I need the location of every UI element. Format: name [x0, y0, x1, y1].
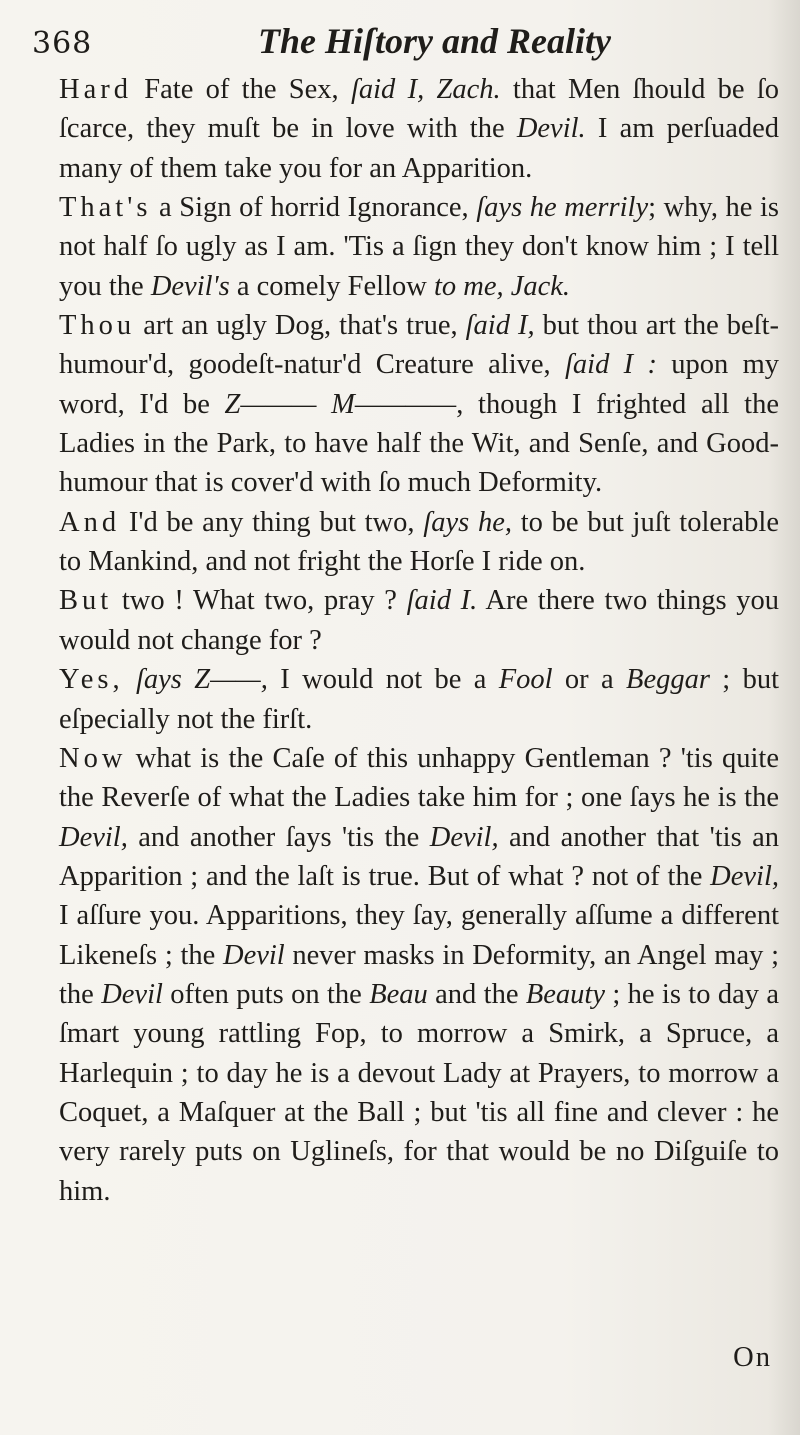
text-run: ; why, he is not half ſo ugly as I am. 'Tis a ſign they don't know him ; I tell you the — [59, 192, 780, 302]
text-run: I would not be a — [267, 664, 499, 696]
text-run: ; he is to day a ſmart young rattling Fop, to morrow a Smirk, a Spruce, a Harlequin ; to day he is a devout Lady at Prayers, to morrow a Coquet, a Maſquer at the Ball ; but 'tis all fine and clever : he very rarely puts on Uglineſs, for that would be no Diſguiſe to him. — [59, 978, 780, 1207]
paragraph — [59, 188, 779, 306]
italic-text: Devil — [101, 978, 163, 1010]
page-header — [0, 18, 800, 68]
text-run: that Men ſhould be ſo ſcarce, they muſt be in love with the — [59, 74, 779, 145]
italic-text: ſaid I : — [564, 349, 657, 381]
text-run: and another ſays 'tis the — [127, 821, 430, 853]
paragraph-lead-word: Now — [59, 742, 127, 774]
italic-text: Beauty — [525, 978, 605, 1010]
text-run: what is the Caſe of this unhappy Gentleman ? 'tis quite the Reverſe of what the Ladies take him for ; one ſays he is the — [59, 742, 779, 814]
paragraph — [59, 70, 779, 188]
text-run: and the — [427, 978, 526, 1010]
text-run: upon my word, I'd be — [59, 349, 779, 420]
paragraph — [59, 660, 779, 739]
text-run: I'd be any thing but two, — [120, 506, 424, 538]
text-run: Fate of the Sex, — [131, 74, 351, 105]
italic-text: Devil, — [710, 860, 779, 892]
italic-text: Beggar — [626, 664, 710, 696]
paragraph — [59, 581, 779, 660]
paragraph-lead-word: Hard — [59, 74, 132, 105]
text-run: I am perſuaded many of them take you for an Apparition. — [59, 113, 779, 184]
paragraph — [59, 306, 779, 503]
text-run: never masks in Deformity, an Angel may ; the — [59, 939, 779, 1010]
italic-text: Devil. — [516, 113, 586, 145]
italic-text: ſaid I. — [406, 585, 478, 617]
catchword: On — [733, 1342, 772, 1373]
paragraph — [59, 739, 779, 1211]
page-number: 368 — [32, 26, 93, 61]
text-run: art an ugly Dog, that's true, — [135, 310, 466, 342]
text-run: a Sign of horrid Ignorance, — [151, 192, 477, 224]
paragraph-lead-word: But — [59, 585, 113, 617]
italic-text: ſays he, — [423, 506, 512, 538]
running-title: The Hiſtory and Reality — [258, 21, 611, 61]
paragraph-lead-word: Thou — [59, 310, 136, 342]
text-run: , though I frighted all the Ladies in the Park, to have half the Wit, and Senſe, and Good-humour that is cover'd with ſo much Deformity. — [59, 388, 779, 499]
paragraph-lead-word: And — [59, 506, 121, 538]
italic-text: Devil, — [429, 821, 499, 853]
text-run: two ! What two, pray ? — [112, 585, 407, 617]
text-run: I aſſure you. Apparitions, they ſay, generally aſſume a different Likeneſs ; the — [59, 900, 779, 971]
text-run: often puts on the — [162, 978, 370, 1010]
italic-text: ſays Z——, — [135, 664, 268, 696]
text-run: or a — [552, 664, 627, 696]
paragraph-lead-word: Yes, — [59, 664, 124, 696]
paragraph-lead-word: That's — [59, 192, 152, 224]
italic-text: Devil, — [59, 821, 128, 853]
italic-text: Fool — [498, 664, 553, 696]
paragraph — [59, 503, 779, 582]
italic-text: ſays he merrily — [476, 192, 649, 224]
text-run: ; but eſpecially not the firſt. — [59, 664, 780, 735]
italic-text: Beau — [369, 978, 428, 1010]
text-run: a comely Fellow — [229, 270, 434, 302]
italic-text: to me, Jack. — [433, 270, 571, 302]
text-run — [124, 664, 136, 695]
text-run: Are there two things you would not change for ? — [59, 585, 780, 656]
italic-text: ſaid I, Zach. — [350, 74, 501, 105]
italic-text: Z——— M———— — [224, 388, 457, 420]
text-run: to be but juſt tolerable to Mankind, and not fright the Horſe I ride on. — [59, 506, 780, 578]
text-run: and another that 'tis an Apparition ; and the laſt is true. But of what ? not of the — [59, 821, 779, 892]
italic-text: ſaid I, — [465, 310, 535, 342]
italic-text: Devil — [222, 939, 285, 971]
text-run: but thou art the beſt-humour'd, goodeſt-natur'd Creature alive, — [59, 310, 779, 381]
italic-text: Devil's — [150, 270, 230, 302]
body-text — [59, 70, 779, 1211]
